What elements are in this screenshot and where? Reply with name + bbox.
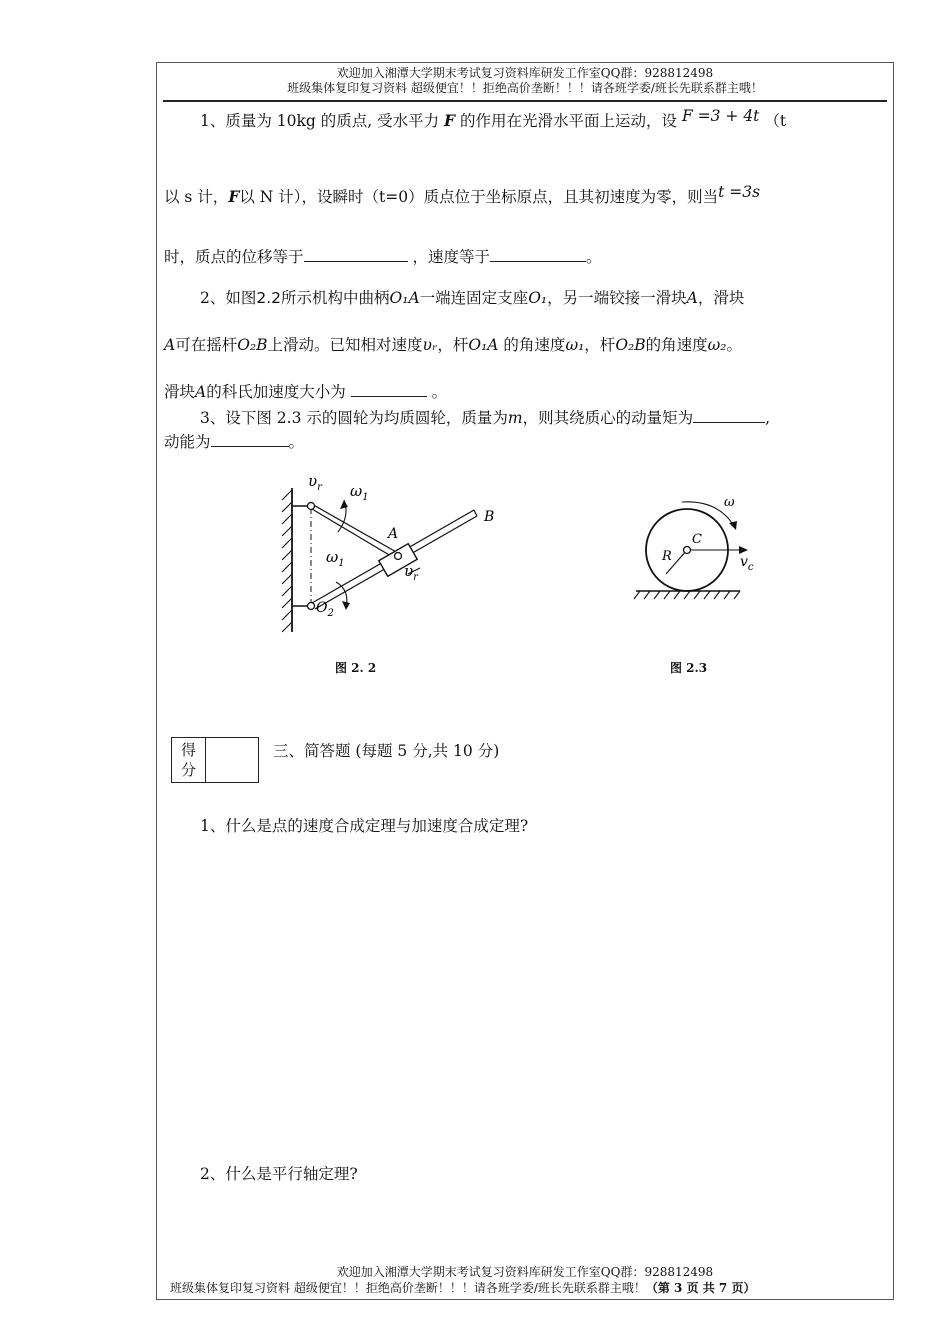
wall-hatching [282,490,292,632]
label-r: R [662,549,672,564]
label-b: B [484,509,495,525]
label-vr-top: $\upsilon_r$ [308,472,322,493]
answer-blank[interactable] [304,245,408,262]
pin-o2 [308,603,315,610]
ground-hatching [634,591,740,599]
figure-2-2-caption: 图 2. 2 [335,661,377,675]
q1-line-1: 1、质量为 10kg 的质点, 受水平力 F 的作用在光滑水平面上运动，设 F =3 + 4t （t [200,107,787,130]
q3-line-1: 3、设下图 2.3 示的圆轮为均质圆轮，质量为m，则其绕质心的动量矩为 , [164,406,926,429]
header-line-2: 班级集体复印复习资料 超级便宜！！拒绝高价垄断！！！请各班学委/班长先联系群主哦！ [287,81,763,95]
crank-o1a [310,503,398,553]
figure-2-3-caption: 图 2.3 [670,661,708,675]
q3-line-2: 动能为 。 [164,430,890,453]
footer-line-1: 欢迎加入湘潭大学期末考试复习资料库研发工作室QQ群：928812498 [336,1265,714,1279]
label-omega1-top: $\omega_1$ [350,482,369,503]
label-c: C [692,532,702,547]
center-c [684,547,691,554]
score-label-bottom: 分 [180,761,196,779]
page-number: （第 3 页 共 7 页） [645,1281,756,1295]
pin-o1 [308,503,315,510]
q2-line-1: 2、如图2.2所示机构中曲柄O₁A一端连固定支座O₁，另一端铰接一滑块A，滑块 [200,289,745,307]
label-vr-slider: $\upsilon_r$ [404,562,418,583]
header-line-1: 欢迎加入湘潭大学期末考试复习资料库研发工作室QQ群：928812498 [336,66,714,80]
page-header [156,66,894,96]
figure-2-2-mechanism [270,470,510,640]
answer-blank[interactable] [211,430,289,447]
q1-time: t =3s [718,183,761,201]
score-input[interactable] [206,738,258,782]
label-omega1-mid: $\omega_1$ [326,548,345,569]
label-o2: $O_2$ [316,600,334,619]
q1-equation: F =3 + 4t [681,107,760,125]
short-answer-2: 2、什么是平行轴定理? [200,1165,358,1183]
answer-blank[interactable] [693,406,765,423]
q2-line-2: A可在摇杆O₂B上滑动。已知相对速度υᵣ，杆O₁A 的角速度ω₁，杆O₂B的角速度ω₂。 [164,336,743,354]
score-box [171,737,259,783]
q2-line-3: 滑块A的科氏加速度大小为 。 [164,380,890,403]
answer-blank[interactable] [490,245,586,262]
short-answer-1: 1、什么是点的速度合成定理与加速度合成定理? [200,817,529,835]
header-rule [163,100,887,102]
label-a: A [388,526,399,542]
footer-line-2: 班级集体复印复习资料 超级便宜！！拒绝高价垄断！！！请各班学委/班长先联系群主哦！（第 3 页 共 7 页） [170,1281,756,1295]
answer-blank[interactable] [351,380,427,397]
q1-line-3: 时，质点的位移等于 ，速度等于 。 [164,245,890,268]
q1-line-2: 以 s 计，F以 N 计），设瞬时（t=0）质点位于坐标原点，且其初速度为零，则当t =3s [164,183,761,206]
section-3-title: 三、简答题 (每题 5 分,共 10 分) [273,742,500,760]
label-omega: ω [724,495,735,510]
label-vc: $v_c$ [740,554,754,573]
figure-2-3-wheel [630,488,754,608]
pin-a [395,553,402,560]
score-label-top: 得 [180,741,196,759]
